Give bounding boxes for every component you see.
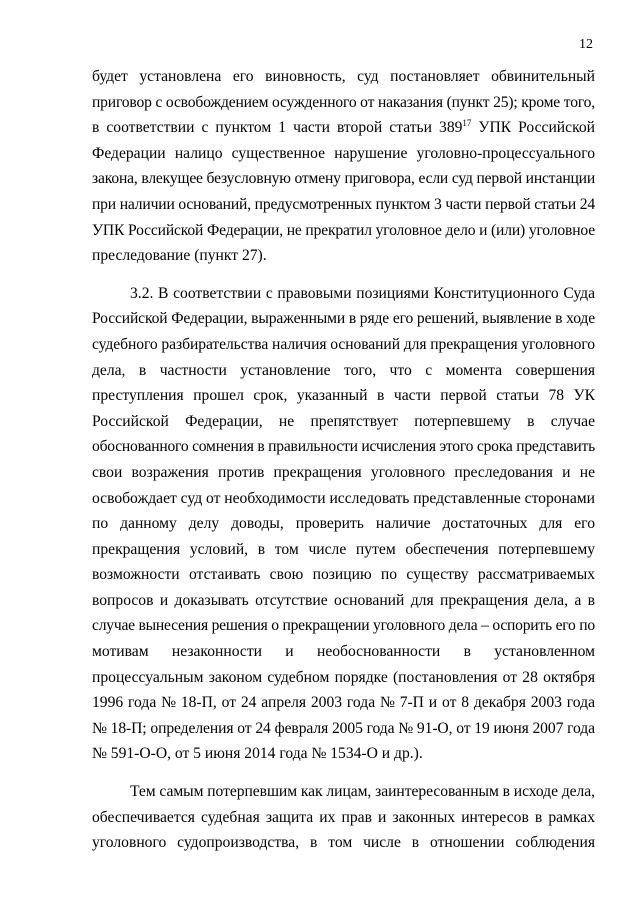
text-line: преследование (пункт 27). <box>92 247 267 265</box>
text-line: № 591-О-О, от 5 июня 2014 года № 1534-О и др.). <box>92 745 423 763</box>
text-line: обоснованного сомнения в правильности исчисления этого срока представить <box>92 438 595 456</box>
text-line: прекращения условий, в том числе путем обеспечения потерпевшему <box>92 540 595 558</box>
text-line: Федерации налицо существенное нарушение уголовно-процессуального <box>92 144 595 162</box>
text-line: возможности отстаивать свою позицию по существу рассматриваемых <box>92 566 595 584</box>
text-line-end: УПК Российской <box>471 119 596 137</box>
text-line: уголовного судопроизводства, в том числе в отношении соблюдения <box>92 834 595 852</box>
text-line: по данному делу доводы, проверить наличие достаточных для его <box>92 515 595 533</box>
article-superscript: 17 <box>462 118 472 128</box>
text-line: приговор с освобождением осужденного от наказания (пункт 25); кроме того, <box>92 93 595 111</box>
text-line: вопросов и доказывать отсутствие оснований для прекращения дела, а в <box>92 591 595 609</box>
text-line: будет установлена его виновность, суд постановляет обвинительный <box>92 68 595 85</box>
text-line-start: в соответствии с пунктом 1 части второй статьи 389 <box>92 119 463 137</box>
text-line: случае вынесения решения о прекращении уголовного дела – оспорить его по <box>92 617 595 635</box>
text-line: при наличии оснований, предусмотренных пунктом 3 части первой статьи 24 <box>92 195 595 213</box>
text-line: обеспечивается судебная защита их прав и законных интересов в рамках <box>92 808 595 826</box>
text-line: освобождает суд от необходимости исследовать представленные сторонами <box>92 489 595 507</box>
text-line: мотивам незаконности и необоснованности в установленном <box>92 643 595 661</box>
text-line: дела, в частности установление того, что с момента совершения <box>92 361 595 379</box>
text-line: № 18-П; определения от 24 февраля 2005 года № 91-О, от 19 июня 2007 года <box>92 719 595 737</box>
text-line: 3.2. В соответствии с правовыми позициями Конституционного Суда <box>130 284 595 302</box>
page-number: 12 <box>579 37 593 52</box>
paragraph-3-2 <box>92 281 595 767</box>
text-line: Российской Федерации, выраженными в ряде его решений, выявление в ходе <box>92 310 595 328</box>
text-line: процессуальным законом судебном порядке (постановления от 28 октября <box>92 668 595 686</box>
text-line: судебного разбирательства наличия оснований для прекращения уголовного <box>92 335 595 353</box>
paragraph-1 <box>92 64 595 269</box>
text-line-with-superscript <box>92 115 595 141</box>
document-body <box>92 64 595 856</box>
text-line: Тем самым потерпевшим как лицам, заинтересованным в исходе дела, <box>130 783 595 801</box>
text-line: свои возражения против прекращения уголовного преследования и не <box>92 463 595 481</box>
text-line: преступления прошел срок, указанный в части первой статьи 78 УК <box>92 387 595 405</box>
text-line: 1996 года № 18-П, от 24 апреля 2003 года № 7-П и от 8 декабря 2003 года <box>92 694 595 712</box>
text-line: закона, влекущее безусловную отмену приговора, если суд первой инстанции <box>92 170 595 188</box>
text-line: Российской Федерации, не препятствует потерпевшему в случае <box>92 412 595 430</box>
paragraph-3 <box>92 779 595 856</box>
text-line: УПК Российской Федерации, не прекратил уголовное дело и (или) уголовное <box>92 221 595 239</box>
